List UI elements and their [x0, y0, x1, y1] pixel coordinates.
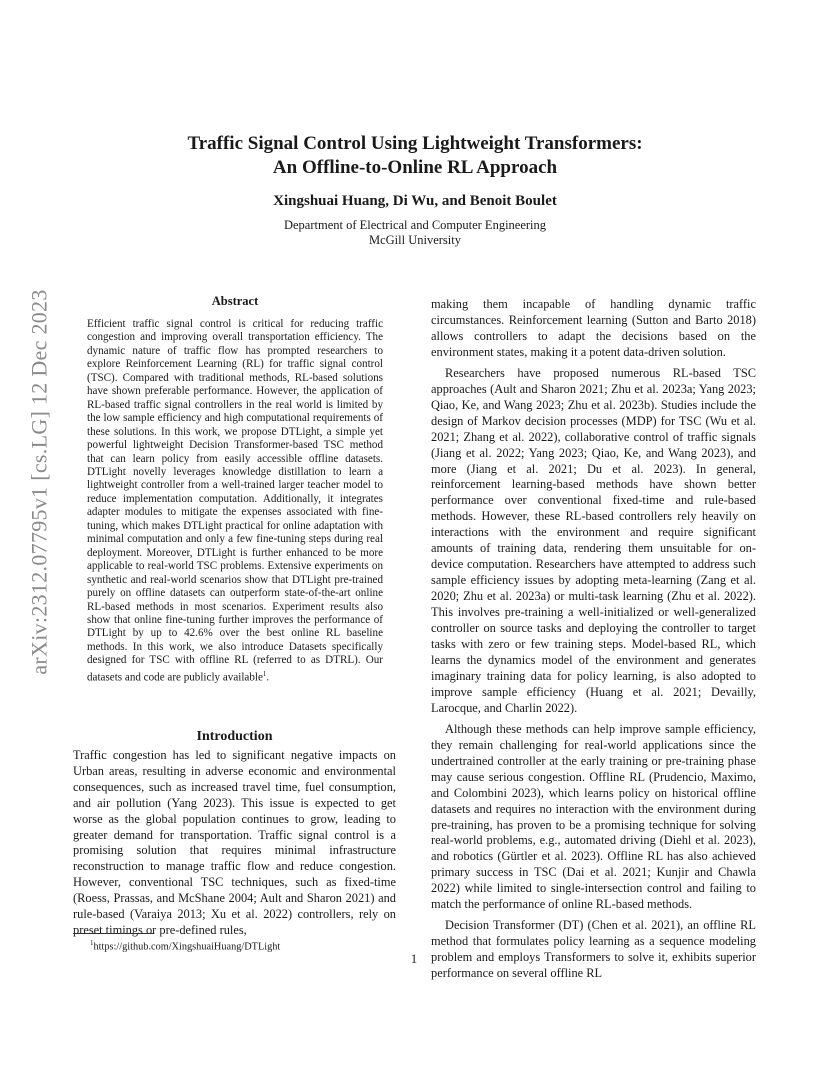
- abstract-text: Efficient traffic signal control is critical for reducing traffic congestion and improving overall transportation efficiency. The dynamic nature of traffic flow has prompted researchers to explore Reinforcement Learning (RL) for traffic signal control (TSC). Compared with traditional methods, RL-based solutions have shown preferable performance. However, the application of RL-based traffic signal controllers in the real world is limited by the low sample efficiency and high computational requirements of these solutions. In this work, we propose DTLight, a simple yet powerful lightweight Decision Transformer-based TSC method that can learn policy from easily accessible offline datasets. DTLight novelly leverages knowledge distillation to learn a lightweight controller from a well-trained larger teacher model to reduce implementation computation. Additionally, it integrates adapter modules to mitigate the expenses associated with fine-tuning, which makes DTLight practical for online adaptation with minimal computation and only a few fine-tuning steps during real deployment. Moreover, DTLight is further enhanced to be more applicable to real-world TSC problems. Extensive experiments on synthetic and real-world scenarios show that DTLight pre-trained purely on offline datasets can outperform state-of-the-art online RL-based methods in most scenarios. Experiment results also show that online fine-tuning further improves the performance of DTLight by up to 42.6% over the best online RL baseline methods. In this work, we also introduce Datasets specifically designed for TSC with offline RL (referred to as DTRL). Our datasets and code are publicly available: [87, 318, 383, 684]
- footnote-divider: [73, 933, 153, 934]
- introduction-paragraph: Traffic congestion has led to significant negative impacts on Urban areas, resulting in adverse economic and environmental consequences, such as increased travel time, fuel consumption, and air pollution (Yang 2023). This issue is expected to get worse as the global population continues to grow, leading to greater demand for transportation. Traffic signal control is a promising solution that requires minimal infrastructure reconstruction to manage traffic flow and reduce congestion. However, conventional TSC techniques, such as fixed-time (Roess, Prassas, and McShane 2004; Ault and Sharon 2021) and rule-based (Varaiya 2013; Xu et al. 2022) controllers, rely on preset timings or pre-defined rules,: [73, 748, 396, 937]
- footnote-link[interactable]: https://github.com/XingshuaiHuang/DTLight: [93, 941, 281, 953]
- author-list: Xingshuai Huang, Di Wu, and Benoit Boulet: [273, 193, 557, 209]
- abstract-heading: Abstract: [211, 294, 259, 308]
- affiliation-university: McGill University: [368, 233, 461, 247]
- arxiv-id-text: arXiv:2312.07795v1 [cs.LG] 12 Dec 2023: [27, 289, 53, 675]
- footnote-marker: 1: [262, 669, 267, 678]
- introduction-heading: Introduction: [196, 729, 273, 744]
- arxiv-identifier-stamp: [22, 282, 58, 682]
- abstract-body: [87, 318, 383, 685]
- right-paragraph-2: Researchers have proposed numerous RL-based TSC approaches (Ault and Sharon 2021; Zhu et al. 2023a; Yang 2023; Qiao, Ke, and Wang 2023; Zhu et al. 2023b). Studies include the design of Markov decision processes (MDP) for TSC (Wu et al. 2021; Zhang et al. 2022), collaborative control of traffic signals (Jiang et al. 2022; Yang 2023; Qiao, Ke, and Wang 2023), and more (Jiang et al. 2021; Du et al. 2023). In general, reinforcement learning-based methods have shown better performance over conventional fixed-time and rule-based methods. However, these RL-based controllers rely heavily on interactions with the environment and require significant amounts of training data, rendering them unsuitable for on-device computation. Researchers have attempted to address such sample efficiency issues by adopting meta-learning (Zang et al. 2020; Zhu et al. 2023a) or multi-task learning (Zhu et al. 2022). This involves pre-training a well-initialized or well-generalized controller on source tasks and deploying the controller to target tasks with zero or few training steps. Model-based RL, which learns the dynamics model of the environment and generates imaginary training data for policy learning, is also adopted to improve sample efficiency (Huang et al. 2021; Devailly, Larocque, and Charlin 2022).: [431, 365, 756, 715]
- footnote-number: 1: [90, 939, 94, 947]
- introduction-body: [73, 748, 396, 939]
- affiliation: [150, 218, 680, 248]
- right-paragraph-4: Decision Transformer (DT) (Chen et al. 2021), an offline RL method that formulates policy learning as a sequence modeling problem and employs Transformers to solve it, exhibits superior performance on several offline RL: [431, 918, 756, 981]
- right-column-text: [431, 297, 756, 982]
- title-line-2: An Offline-to-Online RL Approach: [272, 157, 558, 178]
- paper-title: [150, 132, 680, 180]
- right-paragraph-3: Although these methods can help improve sample efficiency, they remain challenging for real-world applications since the undertrained controller at the early training or pre-training phase may cause serious congestion. Offline RL (Prudencio, Maximo, and Colombini 2023), which learns policy on historical offline datasets and requires no interaction with the environment during pre-training, has proven to be a promising technique for solving real-world problems, e.g., automated driving (Diehl et al. 2023), and robotics (Gürtler et al. 2023). Offline RL has also achieved primary success in TSC (Dai et al. 2021; Kunjir and Chawla 2022) while limited to single-intersection control and failing to match the performance of online RL-based methods.: [431, 721, 756, 912]
- affiliation-department: Department of Electrical and Computer Engineering: [283, 218, 547, 232]
- footnote: [90, 937, 280, 953]
- right-paragraph-1: making them incapable of handling dynamic traffic circumstances. Reinforcement learning (Sutton and Barto 2018) allows controllers to adapt the decisions based on the environment states, making it a potent data-driven solution.: [431, 297, 756, 359]
- title-line-1: Traffic Signal Control Using Lightweight Transformers:: [187, 133, 643, 154]
- page-number: 1: [410, 952, 418, 966]
- abstract-end: .: [266, 671, 270, 684]
